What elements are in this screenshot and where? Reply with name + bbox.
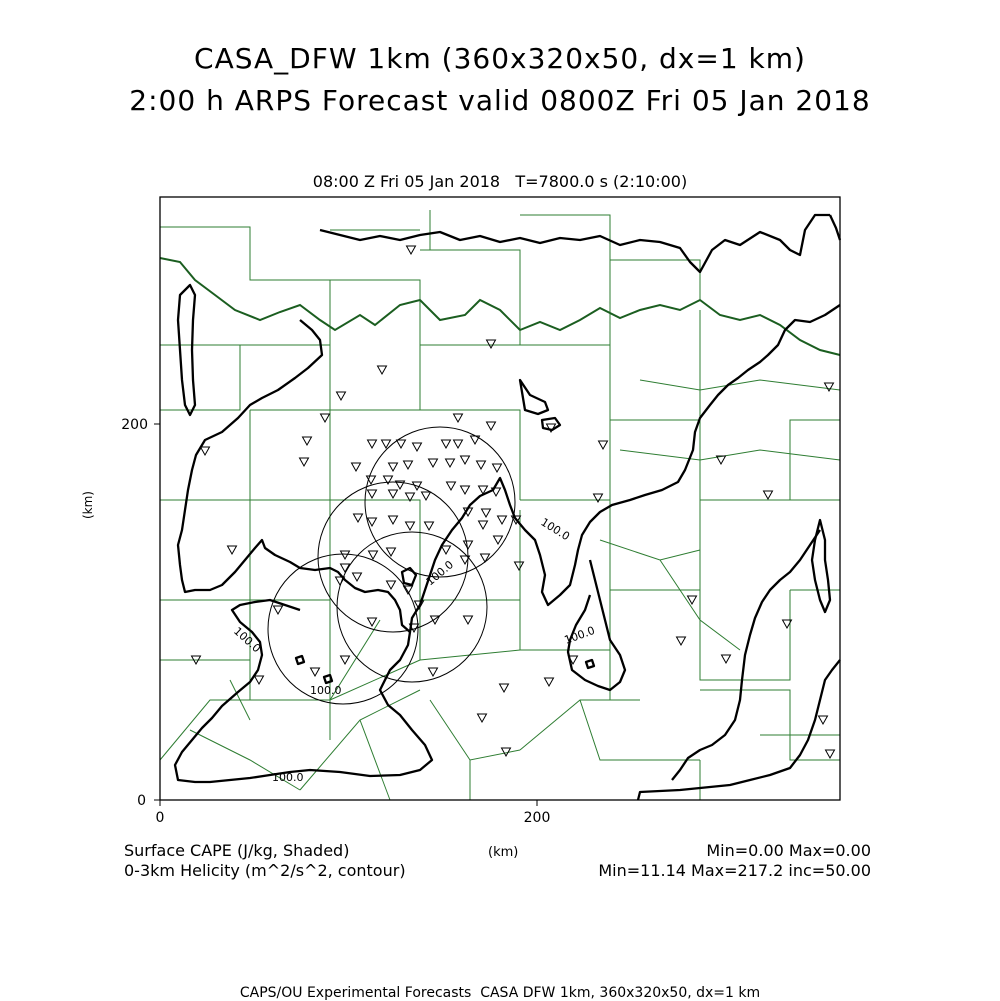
- station-marker: [321, 414, 330, 422]
- station-marker: [487, 340, 496, 348]
- station-marker: [764, 491, 773, 499]
- station-marker: [303, 437, 312, 445]
- station-marker: [352, 463, 361, 471]
- station-marker: [494, 536, 503, 544]
- station-marker: [826, 750, 835, 758]
- shaded-field-stats: Min=0.00 Max=0.00: [706, 841, 871, 860]
- station-marker: [498, 516, 507, 524]
- station-marker: [311, 668, 320, 676]
- station-marker: [599, 441, 608, 449]
- x-tick-label: 200: [523, 810, 551, 826]
- contour-label: 100.0: [423, 558, 457, 589]
- station-marker: [368, 618, 377, 626]
- station-marker: [477, 461, 486, 469]
- station-marker: [378, 366, 387, 374]
- station-marker: [479, 521, 488, 529]
- station-marker: [464, 616, 473, 624]
- station-marker: [353, 573, 362, 581]
- station-marker: [369, 551, 378, 559]
- helicity-contour-small-1: [520, 380, 548, 414]
- station-marker: [454, 414, 463, 422]
- contour-field-label: 0-3km Helicity (m^2/s^2, contour): [124, 861, 406, 880]
- helicity-contour-north-east: [830, 215, 840, 240]
- shaded-field-label: Surface CAPE (J/kg, Shaded): [124, 841, 350, 860]
- station-marker: [407, 246, 416, 254]
- station-marker: [429, 459, 438, 467]
- station-marker: [425, 522, 434, 530]
- station-marker: [422, 492, 431, 500]
- contour-label: 100.0: [272, 771, 304, 784]
- station-marker: [515, 562, 524, 570]
- contour-field-stats: Min=11.14 Max=217.2 inc=50.00: [598, 861, 871, 880]
- station-marker: [677, 637, 686, 645]
- station-marker: [389, 516, 398, 524]
- station-marker: [337, 392, 346, 400]
- x-tick-label: 0: [155, 810, 165, 826]
- station-marker: [397, 440, 406, 448]
- station-marker: [722, 655, 731, 663]
- helicity-contour-small-4: [586, 660, 594, 668]
- helicity-contour-east-south: [638, 660, 840, 800]
- station-marker: [387, 548, 396, 556]
- contour-label: 100.0: [310, 684, 342, 697]
- station-marker: [461, 486, 470, 494]
- station-marker: [368, 440, 377, 448]
- station-marker: [341, 656, 350, 664]
- station-marker: [447, 482, 456, 490]
- helicity-contour-north: [320, 215, 830, 272]
- plot-title-line2: 2:00 h ARPS Forecast valid 0800Z Fri 05 Jan 2018: [129, 84, 871, 117]
- station-marker: [825, 383, 834, 391]
- helicity-contour-east-mid: [672, 530, 820, 780]
- station-marker: [442, 546, 451, 554]
- x-axis-label: (km): [488, 845, 519, 860]
- helicity-contour-westloop: [178, 285, 195, 415]
- station-marker: [446, 459, 455, 467]
- station-marker: [819, 716, 828, 724]
- station-marker: [454, 440, 463, 448]
- plot-subtitle: 08:00 Z Fri 05 Jan 2018 T=7800.0 s (2:10:00): [312, 172, 688, 191]
- station-marker: [461, 456, 470, 464]
- contour-label: 100.0: [230, 624, 264, 656]
- y-axis-label: (km): [81, 490, 95, 520]
- station-marker: [429, 668, 438, 676]
- radar-range-ring: [318, 482, 468, 632]
- station-marker: [274, 606, 283, 614]
- helicity-contour-southwest: [175, 600, 432, 782]
- station-marker: [389, 490, 398, 498]
- radar-range-ring: [365, 427, 515, 577]
- station-marker: [387, 581, 396, 589]
- station-marker: [487, 422, 496, 430]
- station-marker: [404, 461, 413, 469]
- station-marker: [300, 458, 309, 466]
- station-marker: [482, 509, 491, 517]
- station-marker: [413, 443, 422, 451]
- station-marker: [255, 676, 264, 684]
- contour-label: 100.0: [562, 623, 597, 647]
- station-marker: [368, 490, 377, 498]
- helicity-contour-southeast: [568, 560, 625, 690]
- plot-title-line1: CASA_DFW 1km (360x320x50, dx=1 km): [194, 42, 806, 75]
- station-marker: [478, 714, 487, 722]
- helicity-contour-small-6: [296, 656, 304, 664]
- station-marker: [545, 678, 554, 686]
- y-tick-label: 0: [137, 793, 146, 809]
- helicity-contour-small-5: [324, 675, 332, 683]
- station-marker: [442, 440, 451, 448]
- station-marker: [406, 522, 415, 530]
- helicity-contour-main: [178, 305, 840, 632]
- station-marker: [481, 554, 490, 562]
- station-marker: [201, 447, 210, 455]
- station-marker: [500, 684, 509, 692]
- station-marker: [594, 494, 603, 502]
- station-marker: [341, 551, 350, 559]
- helicity-contours: [175, 215, 840, 800]
- station-marker: [464, 541, 473, 549]
- station-marker: [389, 463, 398, 471]
- station-marker: [354, 514, 363, 522]
- station-marker: [228, 546, 237, 554]
- station-marker: [493, 464, 502, 472]
- helicity-contour-east: [812, 520, 830, 612]
- footer-credit: CAPS/OU Experimental Forecasts CASA DFW 1km, 360x320x50, dx=1 km: [239, 985, 761, 1001]
- state-boundary: [160, 258, 840, 355]
- y-tick-label: 200: [121, 417, 148, 433]
- contour-label: 100.0: [538, 515, 573, 544]
